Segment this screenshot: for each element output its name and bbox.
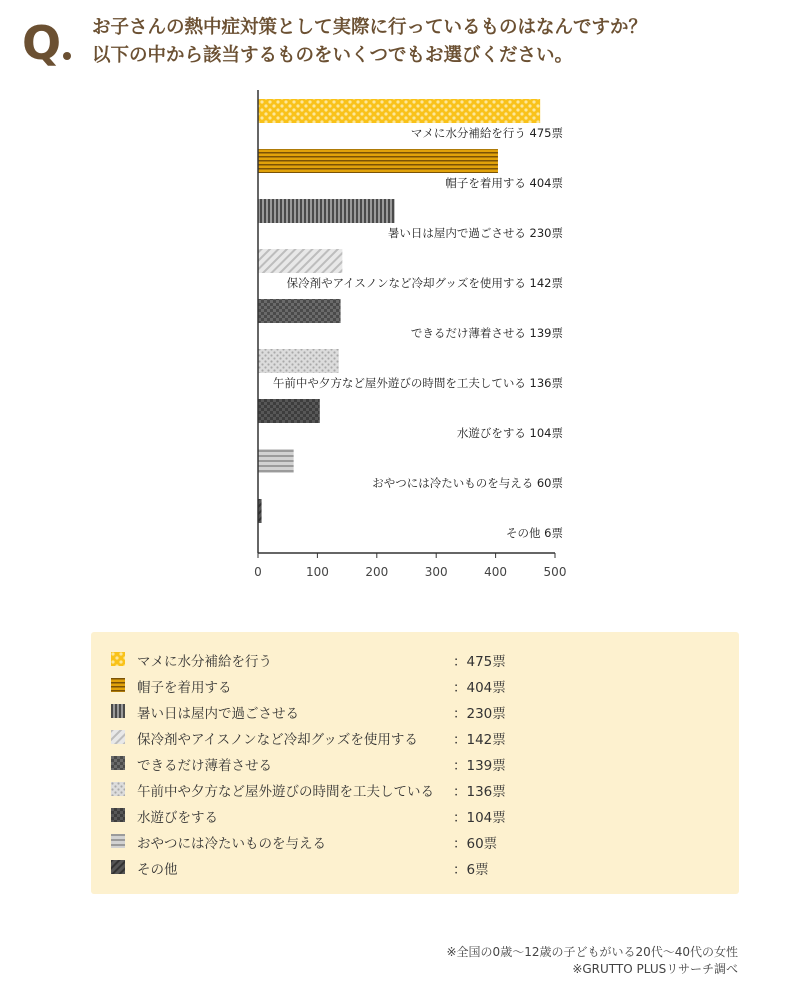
x-tick-label-300: 300 <box>424 565 448 579</box>
legend-item <box>91 802 739 828</box>
bar-label-1: マメに水分補給を行う 475票 <box>410 126 563 140</box>
x-tick-label-200: 200 <box>365 565 389 579</box>
bar-label-9: その他 6票 <box>506 526 563 540</box>
bar-5 <box>258 299 341 323</box>
bar-label-6: 午前中や夕方など屋外遊びの時間を工夫している 136票 <box>272 376 563 390</box>
legend-value: ：142票 <box>453 732 506 748</box>
legend-item <box>91 646 739 672</box>
legend-item <box>91 724 739 750</box>
question-line-1: お子さんの熱中症対策として実際に行っているものはなんですか？ <box>92 17 648 38</box>
bar-label-2: 帽子を着用する 404票 <box>445 176 563 190</box>
bar-label-4: 保冷剤やアイスノンなど冷却グッズを使用する 142票 <box>286 276 563 290</box>
legend-label: 水遊びをする <box>137 810 218 826</box>
bar-4 <box>258 249 342 273</box>
legend <box>91 632 739 894</box>
question-line-2: 以下の中から該当するものをいくつでもお選びください。 <box>92 45 574 66</box>
bar-8 <box>258 449 294 473</box>
bar-7 <box>258 399 320 423</box>
x-ticks-group <box>254 553 566 579</box>
legend-swatch <box>111 756 125 770</box>
legend-label: 午前中や夕方など屋外遊びの時間を工夫している <box>137 784 434 800</box>
legend-value: ：475票 <box>453 654 506 670</box>
legend-label: 保冷剤やアイスノンなど冷却グッズを使用する <box>137 732 418 748</box>
legend-swatch <box>111 782 125 796</box>
question-mark: Q <box>22 16 60 70</box>
legend-label: できるだけ薄着させる <box>137 758 272 774</box>
bar-label-3: 暑い日は屋内で過ごさせる 230票 <box>387 226 563 240</box>
legend-value: ：139票 <box>453 758 506 774</box>
bars-group <box>258 99 540 523</box>
legend-value: ：6票 <box>453 862 489 878</box>
legend-value: ：230票 <box>453 706 506 722</box>
footnote-2: ※GRUTTO PLUSリサーチ調べ <box>572 962 738 976</box>
legend-label: おやつには冷たいものを与える <box>137 836 326 852</box>
legend-swatch <box>111 808 125 822</box>
legend-value: ：136票 <box>453 784 506 800</box>
legend-label: マメに水分補給を行う <box>137 654 272 670</box>
legend-value: ：60票 <box>453 836 498 852</box>
legend-label: 暑い日は屋内で過ごさせる <box>137 706 299 722</box>
legend-swatch <box>111 730 125 744</box>
legend-swatch <box>111 860 125 874</box>
legend-value: ：404票 <box>453 680 506 696</box>
footnote-1: ※全国の0歳〜12歳の子どもがいる20代〜40代の女性 <box>446 945 738 959</box>
legend-item <box>91 776 739 802</box>
legend-item <box>91 672 739 698</box>
bar-labels-group <box>273 126 563 540</box>
legend-swatch <box>111 834 125 848</box>
legend-item <box>91 698 739 724</box>
x-tick-label-0: 0 <box>254 565 262 579</box>
legend-swatch <box>111 652 125 666</box>
legend-item <box>91 750 739 776</box>
x-tick-label-500: 500 <box>543 565 567 579</box>
bar-3 <box>258 199 395 223</box>
legend-label: その他 <box>137 862 178 878</box>
bar-6 <box>258 349 339 373</box>
legend-swatch <box>111 678 125 692</box>
bar-label-7: 水遊びをする 104票 <box>456 426 563 440</box>
bar-label-8: おやつには冷たいものを与える 60票 <box>372 476 563 490</box>
x-tick-label-400: 400 <box>484 565 508 579</box>
legend-item <box>91 828 739 854</box>
legend-swatch <box>111 704 125 718</box>
bar-label-5: できるだけ薄着させる 139票 <box>410 326 563 340</box>
bar-1 <box>258 99 540 123</box>
legend-item <box>91 854 739 880</box>
bar-2 <box>258 149 498 173</box>
legend-value: ：104票 <box>453 810 506 826</box>
legend-label: 帽子を着用する <box>137 680 232 696</box>
x-tick-label-100: 100 <box>305 565 329 579</box>
